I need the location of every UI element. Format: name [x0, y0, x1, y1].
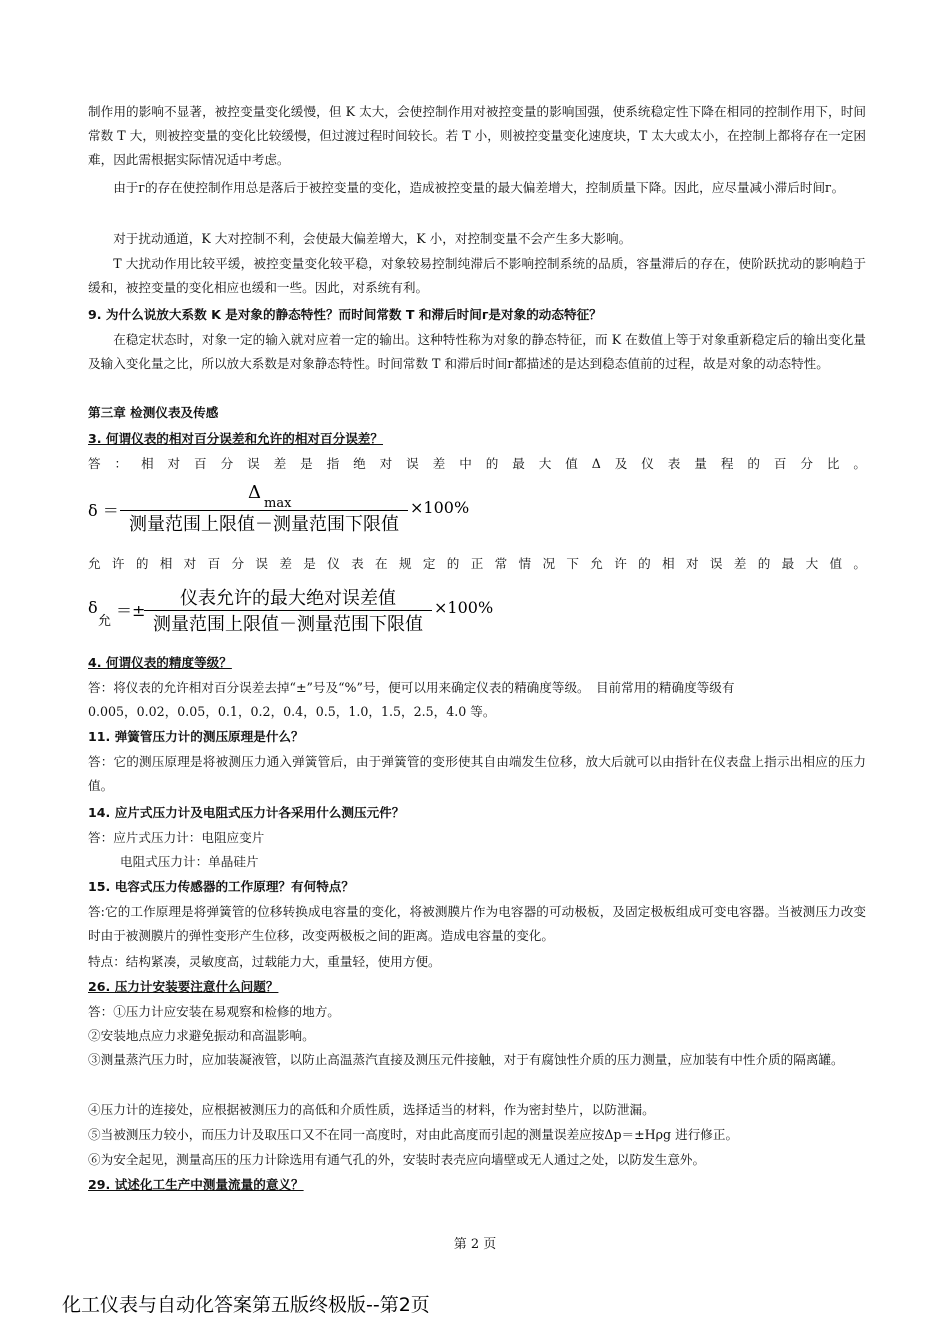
question-15-answer: 答:它的工作原理是将弹簧管的位移转换成电容量的变化，将被测膜片作为电容器的可动极板，及固定极板组成可变电容器。当被测压力改变时由于被测膜片的弹性变形产生位移，改变两极板之间的距离。造成电容量的变化。	[88, 904, 866, 943]
question-29-title: 29. 试述化工生产中测量流量的意义？	[88, 1177, 304, 1192]
question-4-answer-line-2: 0.005，0.02，0.05，0.1，0.2，0.4，0.5，1.0，1.5，2.5，4.0 等。	[88, 704, 496, 719]
question-11-title: 11. 弹簧管压力计的测压原理是什么？	[88, 729, 304, 744]
question-26-item: ②安装地点应力求避免振动和高温影响。	[88, 1028, 315, 1043]
formula-2-delta: δ	[88, 598, 98, 617]
question-26-item: ③测量蒸汽压力时，应加装凝液管，以防止高温蒸汽直接及测压元件接触，对于有腐蚀性介质的压力测量，应加装有中性介质的隔离罐。	[88, 1052, 844, 1067]
formula-allowed-error	[88, 582, 528, 638]
question-3-answer-2: 允许的相对百分误差是仪表在规定的正常情况下允许的相对误差的最大值。	[88, 556, 866, 571]
question-11-answer: 答：它的测压原理是将被测压力通入弹簧管后，由于弹簧管的变形使其自由端发生位移，放大后就可以由指针在仪表盘上指示出相应的压力值。	[88, 754, 866, 793]
paragraph-1: 制作用的影响不显著，被控变量变化缓慢，但 K 太大，会使控制作用对被控变量的影响国强，使系统稳定性下降在相同的控制作用下，时间常数 T 大，则被控变量的变化比较缓慢，但过渡过程时间较长。若 T 小，则被控变量变化速度块，T 太大或太小，在控制上都将存在一定困难，因此需根据实际情况适中考虑。	[88, 104, 866, 167]
question-14-answer-line-2: 电阻式压力计：单晶硅片	[120, 854, 259, 869]
question-26-title: 26. 压力计安装要注意什么问题？	[88, 979, 279, 994]
page-number: 第 2 页	[453, 1237, 497, 1252]
question-26-item: ⑤当被测压力较小，而压力计及取压口又不在同一高度时，对由此高度而引起的测量误差应按Δp＝±Hρg 进行修正。	[88, 1127, 739, 1142]
question-15-feature: 特点：结构紧凑，灵敏度高，过载能力大，重量轻，使用方便。	[88, 954, 441, 969]
question-26-item: ④压力计的连接处，应根据被测压力的高低和介质性质，选择适当的材料，作为密封垫片，以防泄漏。	[88, 1102, 655, 1117]
formula-relative-error	[88, 484, 508, 536]
question-3-answer-1: 答：相对百分误差是指绝对误差中的最大值Δ及仪表量程的百分比。	[88, 456, 866, 471]
formula-2-denominator: 测量范围上限值－测量范围下限值	[153, 614, 423, 635]
formula-2-numerator: 仪表允许的最大绝对误差值	[180, 588, 396, 609]
question-14-title: 14. 应片式压力计及电阻式压力计各采用什么测压元件？	[88, 805, 405, 820]
question-4-answer-line-1: 答：将仪表的允许相对百分误差去掉“±”号及“%”号，便可以用来确定仪表的精确度等级。 目前常用的精确度等级有	[88, 680, 735, 695]
formula-1-denominator: 测量范围上限值－测量范围下限值	[129, 514, 399, 535]
question-9-answer: 在稳定状态时，对象一定的输入就对应着一定的输出。这种特性称为对象的静态特征，而 K 在数值上等于对象重新稳定后的输出变化量及输入变化量之比，所以放大系数是对象静态特性。时间常数 T 和滞后时间г都描述的是达到稳态值前的过程，故是对象的动态特性。	[88, 332, 866, 371]
formula-1-tail: ×100%	[410, 498, 470, 517]
formula-1-delta: Δ	[248, 482, 261, 503]
paragraph-2: 由于г的存在使控制作用总是落后于被控变量的变化，造成被控变量的最大偏差增大，控制质量下降。因此，应尽量减小滞后时间г。	[113, 180, 845, 195]
paragraph-4: T 大扰动作用比较平缓，被控变量变化较平稳，对象较易控制纯滞后不影响控制系统的品质，容量滞后的存在，使阶跃扰动的影响趋于缓和，被控变量的变化相应也缓和一些。因此，对系统有利。	[88, 256, 866, 295]
question-3-title: 3. 何谓仪表的相对百分误差和允许的相对百分误差？	[88, 431, 383, 446]
chapter-3-heading: 第三章 检测仪表及传感	[88, 405, 219, 420]
formula-1-lhs: δ ＝	[88, 501, 119, 520]
question-4-title: 4. 何谓仪表的精度等级？	[88, 655, 232, 670]
question-15-title: 15. 电容式压力传感器的工作原理？有何特点？	[88, 879, 354, 894]
formula-2-tail: ×100%	[434, 598, 494, 617]
question-9-title: 9. 为什么说放大系数 K 是对象的静态特性？而时间常数 T 和滞后时间г是对象的动态特征？	[88, 307, 602, 322]
question-26-item: 答：①压力计应安装在易观察和检修的地方。	[88, 1004, 340, 1019]
paragraph-3: 对于扰动通道，K 大对控制不利，会使最大偏差增大，K 小，对控制变量不会产生多大影响。	[113, 231, 632, 246]
formula-1-delta-sub: max	[264, 496, 292, 511]
formula-2-delta-sub: 允	[98, 614, 112, 629]
question-26-item: ⑥为安全起见，测量高压的压力计除选用有通气孔的外，安装时表壳应向墙壁或无人通过之处，以防发生意外。	[88, 1152, 706, 1167]
footer-title: 化工仪表与自动化答案第五版终极版--第2页	[62, 1294, 430, 1316]
question-14-answer-line-1: 答：应片式压力计：电阻应变片	[88, 830, 265, 845]
formula-2-eq: ＝±	[116, 601, 146, 620]
